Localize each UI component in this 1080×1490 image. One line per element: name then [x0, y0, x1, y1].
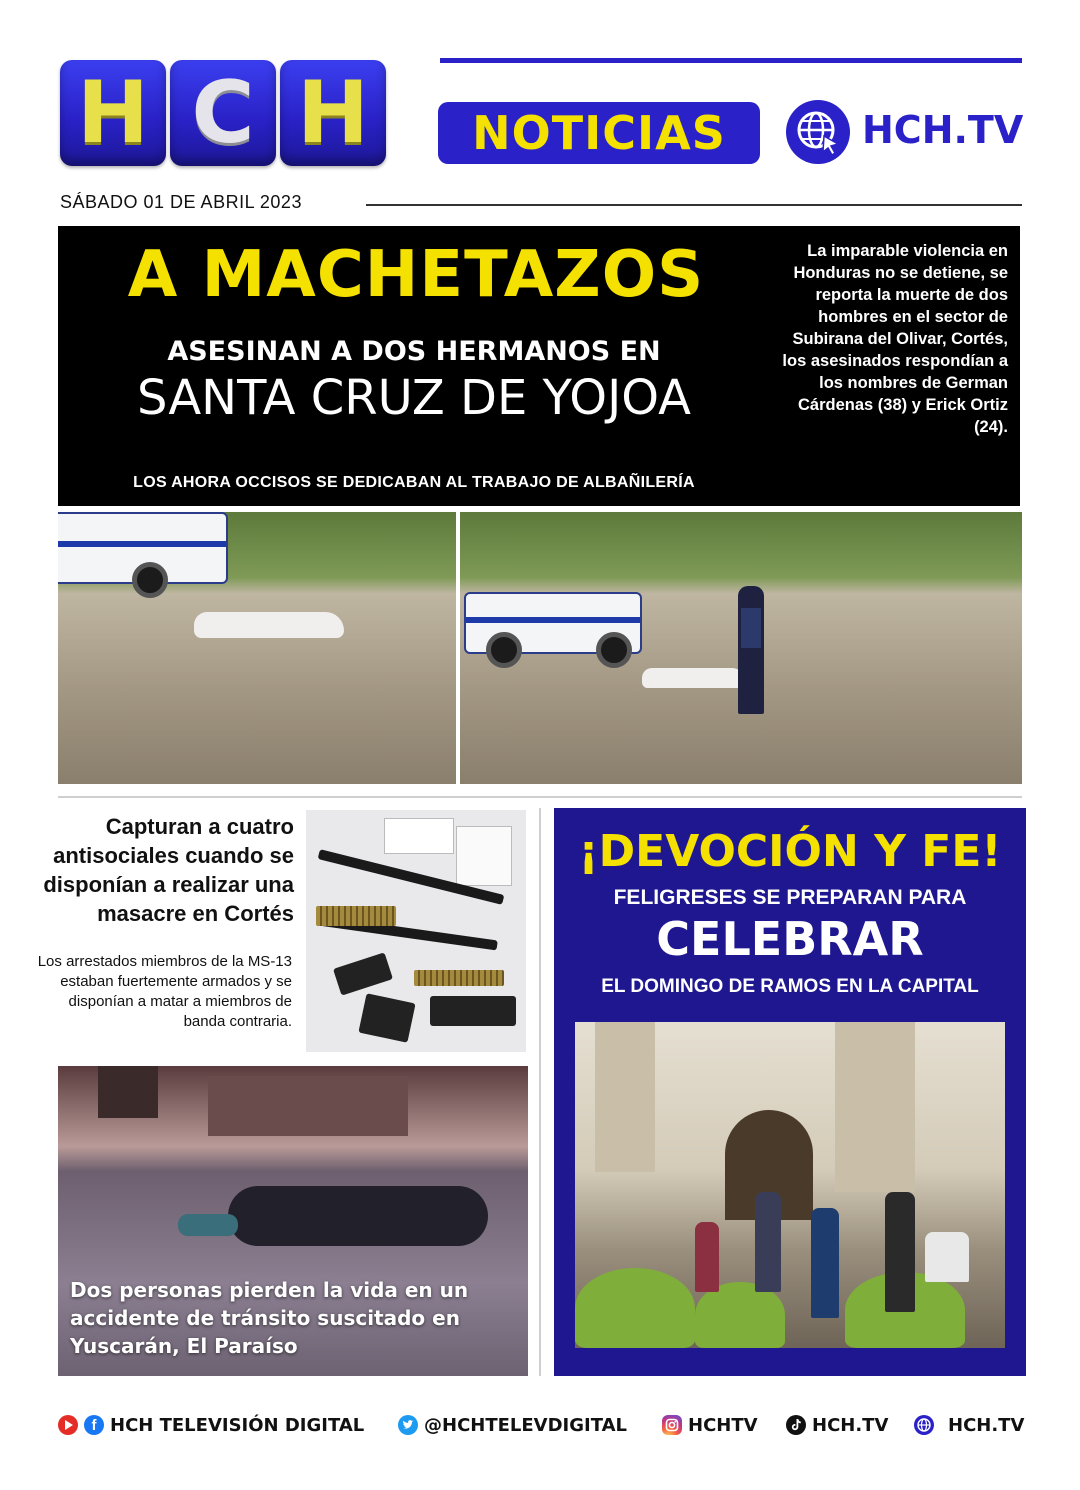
twitter-icon: [398, 1415, 418, 1435]
police-officer: [738, 586, 764, 714]
crime-scene-photo-1: [58, 512, 456, 784]
header-rule: [440, 58, 1022, 63]
lead-place: SANTA CRUZ DE YOJOA: [136, 370, 692, 426]
covered-body: [194, 612, 344, 638]
devotion-kicker: FELIGRESES SE PREPARAN PARA: [613, 886, 967, 909]
capture-body: Los arrestados miembros de la MS-13 estaban fuertemente armados y se disponían a matar a miembros de banda contraria.: [37, 953, 292, 1030]
accident-caption: Dos personas pierden la vida en un accidente de tránsito suscitado en Yuscarán, El Paraíso: [70, 1278, 469, 1358]
covered-body: [642, 668, 746, 688]
social-footer: [58, 1410, 1024, 1440]
instagram-icon: [662, 1415, 682, 1435]
footer-label: HCH.TV: [948, 1414, 1025, 1436]
devotion-headline: ¡DEVOCIÓN Y FE!: [578, 826, 1002, 877]
footer-instagram[interactable]: [662, 1410, 758, 1440]
web-icon: [914, 1415, 934, 1435]
devotion-emphasis: CELEBRAR: [656, 912, 924, 966]
lead-deck: LOS AHORA OCCISOS SE DEDICABAN AL TRABAJO DE ALBAÑILERÍA: [133, 474, 695, 491]
palm-sunday-photo: [575, 1022, 1005, 1348]
lead-story: [58, 226, 1020, 506]
logo-letter: C: [191, 63, 255, 163]
footer-twitter[interactable]: [398, 1410, 627, 1440]
footer-label: @HCHTELEVDIGITAL: [424, 1414, 628, 1436]
seized-weapons-photo: [306, 810, 526, 1052]
footer-website[interactable]: [914, 1410, 1024, 1440]
youtube-icon: [58, 1415, 78, 1435]
crime-scene-photo-2: [460, 512, 1022, 784]
facebook-icon: f: [84, 1415, 104, 1435]
section-divider: [58, 796, 1022, 798]
hch-logo: [60, 60, 386, 166]
date-rule: [366, 204, 1022, 206]
footer-label: HCH.TV: [812, 1414, 889, 1436]
logo-letter: H: [297, 63, 369, 163]
site-label[interactable]: HCH.TV: [862, 108, 1024, 152]
logo-tile-h2: [280, 60, 386, 166]
globe-cursor-icon: [786, 100, 850, 164]
lead-kicker: ASESINAN A DOS HERMANOS EN: [167, 336, 661, 367]
lead-summary: La imparable violencia en Honduras no se detiene, se reporta la muerte de dos hombres en el sector de Subirana del Olivar, Cortés, los asesinados respondían a los nombres de German Cárdenas (38) y Erick Ortiz (24).: [782, 242, 1008, 436]
police-truck: [464, 592, 642, 654]
capture-headline: Capturan a cuatro antisociales cuando se disponían a realizar una masacre en Cortés: [43, 814, 294, 926]
section-label: NOTICIAS: [472, 106, 726, 160]
footer-label: HCHTV: [688, 1414, 758, 1436]
footer-label: HCH TELEVISIÓN DIGITAL: [110, 1414, 365, 1436]
section-badge: [438, 102, 760, 164]
lead-headline: A MACHETAZOS: [127, 238, 705, 312]
police-truck: [58, 512, 228, 584]
devotion-deck: EL DOMINGO DE RAMOS EN LA CAPITAL: [601, 976, 979, 997]
footer-tiktok[interactable]: [786, 1410, 888, 1440]
footer-facebook-youtube[interactable]: [58, 1410, 364, 1440]
tiktok-icon: [786, 1415, 806, 1435]
logo-tile-h1: [60, 60, 166, 166]
logo-letter: H: [77, 63, 149, 163]
column-divider: [539, 808, 541, 1376]
issue-date: SÁBADO 01 DE ABRIL 2023: [60, 192, 302, 212]
logo-tile-c: [170, 60, 276, 166]
